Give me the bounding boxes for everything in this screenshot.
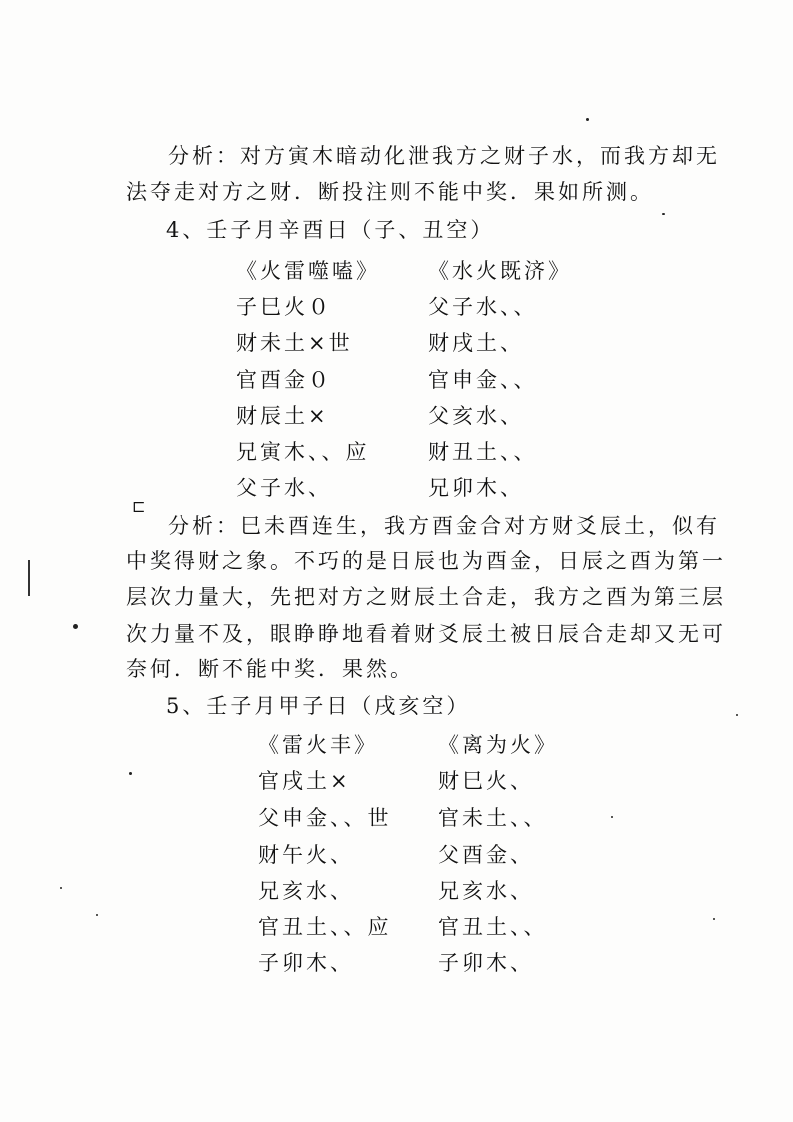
scan-speck <box>129 772 132 775</box>
case-4-left-line-5: 兄寅木、、应 <box>236 440 370 464</box>
scan-speck <box>662 213 665 215</box>
case-5-right-line-1: 财巳火、 <box>438 769 534 793</box>
case-5-left-line-3: 财午火、 <box>258 843 354 867</box>
case-5-left-line-2: 父申金、、世 <box>258 806 392 830</box>
analysis-paragraph-2-line-5: 奈何．断不能中奖．果然。 <box>126 657 414 681</box>
scan-speck <box>713 918 715 920</box>
case-4-right-line-4: 父亥水、 <box>428 404 524 428</box>
case-4-right-line-3: 官申金、、 <box>428 368 538 392</box>
case-4-left-line-2: 财未土×世 <box>236 331 353 355</box>
case-5-right-hexagram-title: 《离为火》 <box>438 733 558 757</box>
case-4-right-line-6: 兄卯木、 <box>428 476 524 500</box>
case-4-left-line-1: 子巳火０ <box>236 295 332 319</box>
analysis-paragraph-1-line-2: 法夺走对方之财．断投注则不能中奖．果如所测。 <box>126 180 654 204</box>
analysis-paragraph-1-line-1: 分析：对方寅木暗动化泄我方之财子水，而我方却无 <box>168 144 720 168</box>
analysis-paragraph-2-line-2: 中奖得财之象。不巧的是日辰也为酉金，日辰之酉为第一 <box>126 549 726 573</box>
case-4-left-line-3: 官酉金０ <box>236 368 332 392</box>
case-5-left-line-5: 官丑土、、应 <box>258 915 392 939</box>
case-5-left-line-1: 官戌土× <box>258 769 351 793</box>
case-5-right-line-3: 父酉金、 <box>438 843 534 867</box>
case-4-left-line-4: 财辰土× <box>236 404 329 428</box>
analysis-paragraph-2-line-3: 层次力量大，先把对方之财辰土合走，我方之酉为第三层 <box>126 585 726 609</box>
scan-margin-line <box>28 560 30 596</box>
case-5-right-line-5: 官丑土、、 <box>438 915 548 939</box>
case-4-heading: 4、壬子月辛酉日（子、丑空） <box>166 218 495 242</box>
scan-speck <box>73 624 78 629</box>
case-4-right-line-2: 财戌土、 <box>428 331 524 355</box>
case-4-right-line-1: 父子水、、 <box>428 295 538 319</box>
case-5-left-hexagram-title: 《雷火丰》 <box>258 733 378 757</box>
scan-speck <box>611 816 613 818</box>
analysis-paragraph-2-line-1: 分析：巳未酉连生，我方酉金合对方财爻辰土，似有 <box>168 514 720 538</box>
case-4-right-line-5: 财丑土、、 <box>428 440 538 464</box>
case-4-right-hexagram-title: 《水火既济》 <box>428 259 572 283</box>
case-5-right-line-6: 子卯木、 <box>438 951 534 975</box>
scan-speck <box>586 118 589 121</box>
scan-speck <box>60 887 62 889</box>
margin-mark: ⊏ <box>132 497 146 516</box>
case-4-left-hexagram-title: 《火雷噬嗑》 <box>236 259 380 283</box>
analysis-paragraph-2-line-4: 次力量不及，眼睁睁地看着财爻辰土被日辰合走却又无可 <box>126 622 726 646</box>
case-5-left-line-4: 兄亥水、 <box>258 879 354 903</box>
case-5-left-line-6: 子卯木、 <box>258 951 354 975</box>
case-5-heading: 5、壬子月甲子日（戌亥空） <box>166 694 471 718</box>
case-5-right-line-2: 官未土、、 <box>438 806 548 830</box>
case-4-left-line-6: 父子水、 <box>236 476 332 500</box>
scan-speck <box>736 714 738 716</box>
case-5-right-line-4: 兄亥水、 <box>438 879 534 903</box>
scan-speck <box>96 914 98 916</box>
